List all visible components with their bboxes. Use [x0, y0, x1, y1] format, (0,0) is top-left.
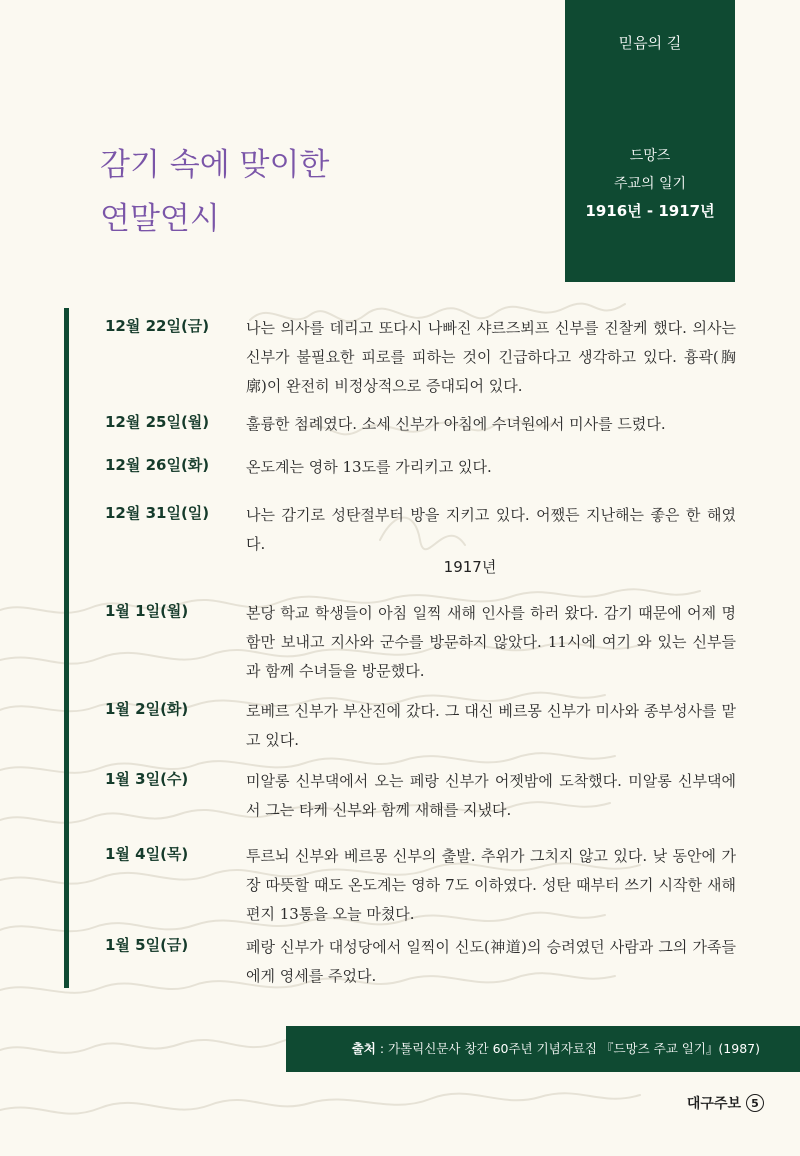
publication-name: 대구주보 [686, 1096, 741, 1112]
entry-text: 온도계는 영하 13도를 가리키고 있다. [246, 458, 492, 476]
page-footer [687, 1093, 764, 1113]
source-credit-bar [286, 1026, 800, 1072]
entry-date: 12월 22일(금) [105, 317, 210, 335]
entry-date: 1월 5일(금) [105, 936, 189, 954]
source-label: 출처 [351, 1041, 376, 1056]
entry-text: 로베르 신부가 부산진에 갔다. 그 대신 베르몽 신부가 미사와 종부성사를 맡고 있다. [246, 702, 736, 749]
series-title: 믿음의 길 [618, 34, 682, 52]
entry-text: 투르뇌 신부와 베르몽 신부의 출발. 추위가 그치지 않고 있다. 낮 동안에 가장 따뜻할 때도 온도계는 영하 7도 이하였다. 성탄 때부터 쓰기 시작한 새해 편지 13통을 오늘 마쳤다. [246, 847, 736, 923]
entry-date: 12월 26일(화) [105, 456, 210, 474]
page-number: 5 [746, 1094, 764, 1112]
year-heading: 1917년 [443, 558, 497, 576]
column-years: 1916년 - 1917년 [585, 202, 715, 220]
column-author: 드망즈 [629, 148, 671, 164]
article-title-line1: 감기 속에 맞이한 [100, 147, 330, 183]
entry-date: 12월 25일(월) [105, 413, 210, 431]
left-vertical-rule [64, 308, 69, 988]
entry-date: 1월 1일(월) [105, 602, 189, 620]
entry-text: 미알롱 신부댁에서 오는 페랑 신부가 어젯밤에 도착했다. 미알롱 신부댁에서 그는 타케 신부와 함께 새해를 지냈다. [246, 772, 736, 819]
article-title [100, 138, 329, 246]
entry-text: 페랑 신부가 대성당에서 일찍이 신도(神道)의 승려였던 사람과 그의 가족들에게 영세를 주었다. [246, 938, 736, 985]
entry-text: 나는 의사를 데리고 또다시 나빠진 샤르즈뵈프 신부를 진찰케 했다. 의사는 신부가 불필요한 피로를 피하는 것이 긴급하다고 생각하고 있다. 흉곽(胸廓)이 완전히 비정상적으로 증대되어 있다. [246, 319, 736, 395]
source-text: : 가톨릭신문사 창간 60주년 기념자료집 『드망즈 주교 일기』(1987) [375, 1041, 760, 1056]
entry-date: 1월 3일(수) [105, 770, 189, 788]
entry-text: 훌륭한 첨례였다. 소세 신부가 아침에 수녀원에서 미사를 드렸다. [246, 415, 666, 433]
entry-date: 12월 31일(일) [105, 504, 210, 522]
entry-date: 1월 4일(목) [105, 845, 189, 863]
article-title-line2: 연말연시 [100, 201, 220, 237]
entry-text: 본당 학교 학생들이 아침 일찍 새해 인사를 하러 왔다. 감기 때문에 어제 명함만 보내고 지사와 군수를 방문하지 않았다. 11시에 여기 와 있는 신부들과 함께 수녀들을 방문했다. [246, 604, 736, 680]
series-panel [565, 0, 735, 282]
entry-text: 나는 감기로 성탄절부터 방을 지키고 있다. 어쨌든 지난해는 좋은 한 해였다. [246, 506, 736, 553]
entry-date: 1월 2일(화) [105, 700, 189, 718]
column-title: 주교의 일기 [613, 176, 687, 192]
